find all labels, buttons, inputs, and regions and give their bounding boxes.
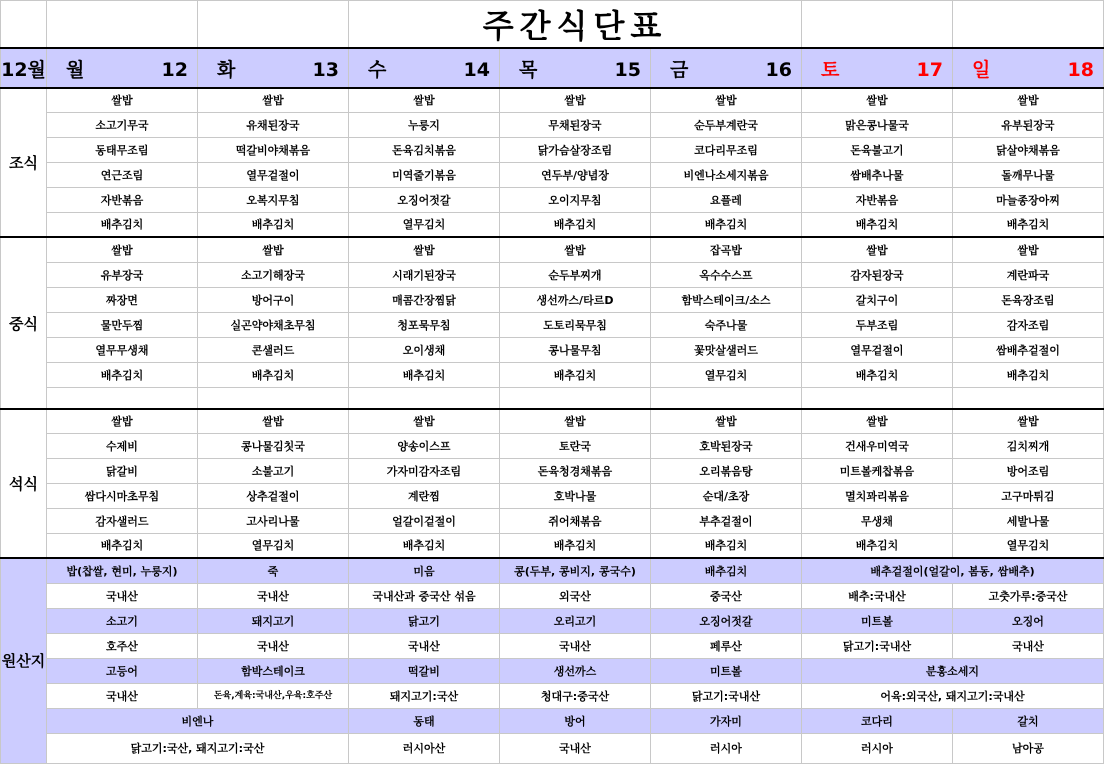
origin-row	[1, 733, 1104, 763]
origin-value: 러시아	[651, 733, 802, 763]
day-header-row	[1, 48, 1104, 88]
menu-item: 청포묵무침	[349, 312, 500, 337]
menu-item: 연근조림	[47, 162, 198, 187]
menu-row	[1, 262, 1104, 287]
menu-item: 코다리무조림	[651, 137, 802, 162]
day-date: 16	[765, 58, 792, 81]
menu-item: 오이지무침	[500, 187, 651, 212]
day-name: 수	[368, 58, 387, 81]
origin-row	[1, 583, 1104, 608]
menu-item: 쌀밥	[198, 237, 349, 262]
menu-item: 짜장면	[47, 287, 198, 312]
blank-cell	[198, 1, 349, 49]
menu-item: 열무김치	[651, 362, 802, 387]
page-title: 주간식단표	[349, 1, 802, 49]
menu-item: 쌀밥	[802, 237, 953, 262]
menu-item: 도토리묵무침	[500, 312, 651, 337]
origin-item-label: 방어	[500, 708, 651, 733]
origin-value: 국내산	[198, 633, 349, 658]
day-date: 12	[161, 58, 188, 81]
menu-item: 쌀밥	[802, 88, 953, 112]
origin-value: 돼지고기:국산	[349, 683, 500, 708]
origin-item-label: 함박스테이크	[198, 658, 349, 683]
menu-item: 무생채	[802, 508, 953, 533]
menu-row	[1, 409, 1104, 433]
menu-item: 쌀밥	[953, 88, 1104, 112]
menu-item: 계란파국	[953, 262, 1104, 287]
menu-item: 쌀밥	[802, 409, 953, 433]
menu-item: 쌈배추나물	[802, 162, 953, 187]
menu-item	[47, 387, 198, 409]
menu-item: 닭살야채볶음	[953, 137, 1104, 162]
origin-item-label: 오징어	[953, 608, 1104, 633]
menu-item: 쌀밥	[500, 409, 651, 433]
menu-item: 토란국	[500, 433, 651, 458]
menu-item: 미역줄기볶음	[349, 162, 500, 187]
menu-item: 호박나물	[500, 483, 651, 508]
menu-item: 순두부찌개	[500, 262, 651, 287]
menu-item: 열무김치	[953, 533, 1104, 558]
origin-item-label: 가자미	[651, 708, 802, 733]
origin-value: 국내산	[47, 683, 198, 708]
menu-item: 배추김치	[47, 533, 198, 558]
menu-item: 자반볶음	[802, 187, 953, 212]
menu-row	[1, 483, 1104, 508]
menu-item: 물만두찜	[47, 312, 198, 337]
menu-item: 배추김치	[953, 362, 1104, 387]
origin-value: 닭고기:국내산	[802, 633, 953, 658]
menu-item: 비엔나소세지볶음	[651, 162, 802, 187]
menu-item: 옥수수스프	[651, 262, 802, 287]
menu-item: 고사리나물	[198, 508, 349, 533]
menu-item: 감자샐러드	[47, 508, 198, 533]
menu-item: 쌀밥	[198, 88, 349, 112]
month-label: 12월	[1, 48, 47, 88]
day-name: 금	[670, 58, 689, 81]
menu-item: 배추김치	[198, 362, 349, 387]
origin-row	[1, 558, 1104, 583]
day-header	[349, 48, 500, 88]
origin-value: 어육:외국산, 돼지고기:국내산	[802, 683, 1104, 708]
menu-item: 두부조림	[802, 312, 953, 337]
menu-item: 무채된장국	[500, 112, 651, 137]
menu-item: 마늘종장아찌	[953, 187, 1104, 212]
menu-item: 자반볶음	[47, 187, 198, 212]
menu-item	[953, 387, 1104, 409]
title-row	[1, 1, 1104, 49]
menu-item: 닭갈비	[47, 458, 198, 483]
menu-item: 열무김치	[349, 212, 500, 237]
day-name: 화	[217, 58, 236, 81]
menu-item: 배추김치	[802, 362, 953, 387]
origin-item-label: 생선까스	[500, 658, 651, 683]
menu-item: 숙주나물	[651, 312, 802, 337]
menu-item: 수제비	[47, 433, 198, 458]
menu-item: 배추김치	[500, 362, 651, 387]
day-date: 18	[1067, 58, 1094, 81]
menu-item: 실곤약야채초무침	[198, 312, 349, 337]
menu-item: 미트볼케찹볶음	[802, 458, 953, 483]
menu-item: 콩나물무침	[500, 337, 651, 362]
origin-value: 국내산과 중국산 섞음	[349, 583, 500, 608]
origin-row	[1, 658, 1104, 683]
menu-item: 배추김치	[349, 533, 500, 558]
menu-item: 유부장국	[47, 262, 198, 287]
meal-label: 조식	[1, 88, 47, 237]
day-name: 토	[821, 58, 840, 81]
origin-label: 원산지	[1, 558, 47, 763]
blank-cell	[953, 1, 1104, 49]
menu-item: 쌀밥	[349, 409, 500, 433]
menu-item: 오징어젓갈	[349, 187, 500, 212]
menu-item: 유부된장국	[953, 112, 1104, 137]
menu-item: 열무겉절이	[802, 337, 953, 362]
day-header	[500, 48, 651, 88]
origin-value: 러시아	[802, 733, 953, 763]
menu-row	[1, 458, 1104, 483]
origin-item-label: 동태	[349, 708, 500, 733]
origin-item-label: 분홍소세지	[802, 658, 1104, 683]
origin-item-label: 미음	[349, 558, 500, 583]
menu-item: 함박스테이크/소스	[651, 287, 802, 312]
menu-item	[500, 387, 651, 409]
meal-label: 중식	[1, 237, 47, 409]
menu-item: 배추김치	[198, 212, 349, 237]
origin-value: 청대구:중국산	[500, 683, 651, 708]
origin-item-label: 비엔나	[47, 708, 349, 733]
origin-value: 러시아산	[349, 733, 500, 763]
menu-item: 오리볶음탕	[651, 458, 802, 483]
origin-item-label: 콩(두부, 콩비지, 콩국수)	[500, 558, 651, 583]
origin-value: 국내산	[198, 583, 349, 608]
menu-item: 순대/초장	[651, 483, 802, 508]
menu-item: 돈육불고기	[802, 137, 953, 162]
menu-item: 세발나물	[953, 508, 1104, 533]
menu-item: 배추김치	[953, 212, 1104, 237]
origin-item-label: 오리고기	[500, 608, 651, 633]
menu-row	[1, 533, 1104, 558]
menu-item: 유채된장국	[198, 112, 349, 137]
origin-item-label: 돼지고기	[198, 608, 349, 633]
day-name: 월	[66, 58, 85, 81]
origin-value: 닭고기:국산, 돼지고기:국산	[47, 733, 349, 763]
menu-item: 요플레	[651, 187, 802, 212]
menu-row	[1, 112, 1104, 137]
origin-row	[1, 683, 1104, 708]
menu-item: 콩나물김칫국	[198, 433, 349, 458]
menu-row	[1, 508, 1104, 533]
menu-item: 감자된장국	[802, 262, 953, 287]
menu-row	[1, 187, 1104, 212]
menu-row	[1, 137, 1104, 162]
origin-item-label: 미트볼	[651, 658, 802, 683]
origin-value: 국내산	[349, 633, 500, 658]
menu-item: 고구마튀김	[953, 483, 1104, 508]
menu-row	[1, 362, 1104, 387]
menu-item: 얼갈이겉절이	[349, 508, 500, 533]
menu-item: 떡갈비야채볶음	[198, 137, 349, 162]
menu-item: 부추겉절이	[651, 508, 802, 533]
origin-value: 호주산	[47, 633, 198, 658]
menu-item: 열무김치	[198, 533, 349, 558]
menu-item: 배추김치	[500, 212, 651, 237]
menu-item: 돌깨무나물	[953, 162, 1104, 187]
menu-item: 열무겉절이	[198, 162, 349, 187]
day-date: 17	[916, 58, 943, 81]
menu-item: 소불고기	[198, 458, 349, 483]
menu-item: 소고기해장국	[198, 262, 349, 287]
menu-item: 쌀밥	[349, 88, 500, 112]
menu-item: 쌀밥	[953, 237, 1104, 262]
menu-item: 닭가슴살장조림	[500, 137, 651, 162]
menu-item: 쌀밥	[651, 409, 802, 433]
menu-item: 꽃맛살샐러드	[651, 337, 802, 362]
menu-item: 상추겉절이	[198, 483, 349, 508]
menu-item: 돈육청경채볶음	[500, 458, 651, 483]
menu-item: 갈치구이	[802, 287, 953, 312]
origin-item-label: 죽	[198, 558, 349, 583]
day-date: 15	[614, 58, 641, 81]
menu-item: 배추김치	[651, 212, 802, 237]
origin-value: 고춧가루:중국산	[953, 583, 1104, 608]
menu-item: 배추김치	[47, 362, 198, 387]
origin-item-label: 소고기	[47, 608, 198, 633]
origin-item-label: 배추김치	[651, 558, 802, 583]
menu-item: 쌈배추겉절이	[953, 337, 1104, 362]
menu-item: 쌀밥	[953, 409, 1104, 433]
menu-item: 김치찌개	[953, 433, 1104, 458]
menu-item: 멸치꽈리볶음	[802, 483, 953, 508]
origin-value: 페루산	[651, 633, 802, 658]
menu-item: 배추김치	[349, 362, 500, 387]
menu-item: 동태무조림	[47, 137, 198, 162]
menu-item: 배추김치	[802, 212, 953, 237]
menu-item: 콘샐러드	[198, 337, 349, 362]
origin-value: 국내산	[500, 733, 651, 763]
menu-item: 쌀밥	[198, 409, 349, 433]
menu-row	[1, 287, 1104, 312]
menu-item: 가자미감자조림	[349, 458, 500, 483]
day-name: 일	[972, 58, 991, 81]
day-date: 14	[463, 58, 490, 81]
menu-item: 감자조림	[953, 312, 1104, 337]
blank-cell	[1, 1, 47, 49]
menu-row	[1, 312, 1104, 337]
origin-row	[1, 633, 1104, 658]
menu-item: 계란찜	[349, 483, 500, 508]
day-header	[651, 48, 802, 88]
origin-value: 남아공	[953, 733, 1104, 763]
origin-value: 돈육,계육:국내산,우육:호주산	[198, 683, 349, 708]
menu-item: 쌀밥	[651, 88, 802, 112]
menu-item: 방어조림	[953, 458, 1104, 483]
menu-item: 매콤간장찜닭	[349, 287, 500, 312]
menu-item: 잡곡밥	[651, 237, 802, 262]
origin-item-label: 미트볼	[802, 608, 953, 633]
menu-item: 쥐어채볶음	[500, 508, 651, 533]
menu-item: 열무무생채	[47, 337, 198, 362]
menu-row	[1, 433, 1104, 458]
menu-item: 양송이스프	[349, 433, 500, 458]
meal-label: 석식	[1, 409, 47, 558]
day-header	[802, 48, 953, 88]
origin-item-label: 닭고기	[349, 608, 500, 633]
menu-item: 시래기된장국	[349, 262, 500, 287]
menu-row	[1, 212, 1104, 237]
menu-item: 쌈다시마초무침	[47, 483, 198, 508]
menu-item	[802, 387, 953, 409]
menu-row	[1, 237, 1104, 262]
menu-item: 배추김치	[651, 533, 802, 558]
menu-item: 쌀밥	[500, 237, 651, 262]
menu-item: 오이생채	[349, 337, 500, 362]
origin-value: 중국산	[651, 583, 802, 608]
menu-row	[1, 162, 1104, 187]
origin-item-label: 배추겉절이(얼갈이, 봄동, 쌈배추)	[802, 558, 1104, 583]
menu-item: 쌀밥	[47, 237, 198, 262]
menu-item: 쌀밥	[349, 237, 500, 262]
menu-item: 쌀밥	[47, 88, 198, 112]
origin-item-label: 코다리	[802, 708, 953, 733]
menu-item: 소고기무국	[47, 112, 198, 137]
origin-item-label: 고등어	[47, 658, 198, 683]
menu-item	[198, 387, 349, 409]
menu-item: 호박된장국	[651, 433, 802, 458]
menu-row	[1, 337, 1104, 362]
day-date: 13	[312, 58, 339, 81]
menu-item: 맑은콩나물국	[802, 112, 953, 137]
origin-item-label: 떡갈비	[349, 658, 500, 683]
origin-value: 닭고기:국내산	[651, 683, 802, 708]
day-header	[953, 48, 1104, 88]
menu-item: 방어구이	[198, 287, 349, 312]
menu-item: 생선까스/타르D	[500, 287, 651, 312]
menu-item: 쌀밥	[500, 88, 651, 112]
menu-item: 배추김치	[47, 212, 198, 237]
origin-item-label: 밥(찹쌀, 현미, 누룽지)	[47, 558, 198, 583]
menu-row	[1, 88, 1104, 112]
menu-item: 배추김치	[802, 533, 953, 558]
origin-value: 국내산	[953, 633, 1104, 658]
menu-item: 돈육장조림	[953, 287, 1104, 312]
menu-item: 배추김치	[500, 533, 651, 558]
menu-row	[1, 387, 1104, 409]
menu-item: 연두부/양념장	[500, 162, 651, 187]
day-name: 목	[519, 58, 538, 81]
blank-cell	[802, 1, 953, 49]
day-header	[198, 48, 349, 88]
origin-value: 외국산	[500, 583, 651, 608]
menu-item: 순두부계란국	[651, 112, 802, 137]
menu-item	[349, 387, 500, 409]
origin-row	[1, 608, 1104, 633]
origin-item-label: 갈치	[953, 708, 1104, 733]
day-header	[47, 48, 198, 88]
menu-item: 누룽지	[349, 112, 500, 137]
blank-cell	[47, 1, 198, 49]
origin-item-label: 오징어젓갈	[651, 608, 802, 633]
origin-value: 국내산	[500, 633, 651, 658]
menu-item: 쌀밥	[47, 409, 198, 433]
menu-item: 건새우미역국	[802, 433, 953, 458]
menu-item: 돈육김치볶음	[349, 137, 500, 162]
origin-value: 국내산	[47, 583, 198, 608]
origin-row	[1, 708, 1104, 733]
origin-value: 배추:국내산	[802, 583, 953, 608]
menu-item: 오복지무침	[198, 187, 349, 212]
menu-item	[651, 387, 802, 409]
